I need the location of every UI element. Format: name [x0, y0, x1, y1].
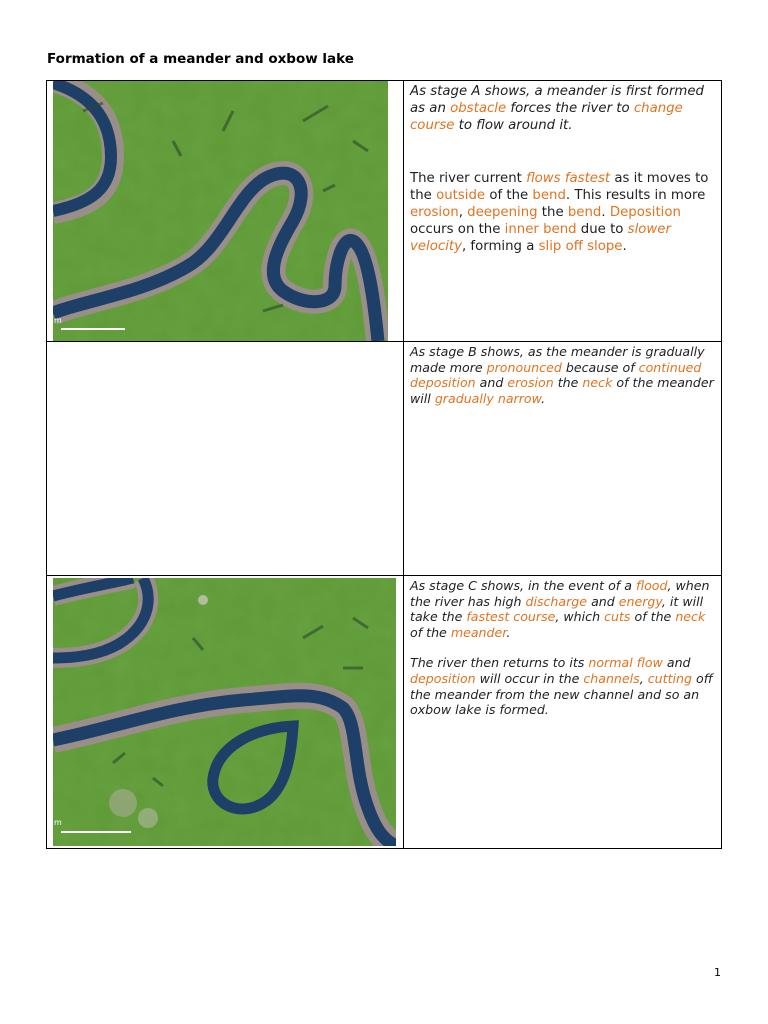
- svg-text:m: m: [54, 818, 62, 827]
- stage-c-image-cell: [47, 576, 404, 849]
- stage-b-image-cell: [47, 342, 404, 576]
- stage-b-paragraph-1: As stage B shows, as the meander is gradually made more pronounced because of continued deposition and erosion the neck of the meander will gradually narrow.: [410, 344, 714, 406]
- svg-text:m: m: [54, 316, 62, 325]
- page-number: 1: [714, 966, 721, 979]
- table-row: [47, 342, 722, 576]
- stage-a-image-cell: [47, 81, 404, 342]
- stage-a-paragraph-2: The river current flows fastest as it moves to the outside of the bend. This results in more erosion, deepening the bend. Deposition occurs on the inner bend due to slower velocity, forming a slip off slope.: [410, 170, 709, 255]
- table-row: [47, 576, 722, 849]
- stage-c-satellite-image: [53, 578, 396, 846]
- table-row: [47, 81, 722, 342]
- stage-c-paragraph-2: The river then returns to its normal flow and deposition will occur in the channels, cutting off the meander from the new channel and so an oxbow lake is formed.: [410, 655, 713, 718]
- stage-a-paragraph-1: As stage A shows, a meander is first formed as an obstacle forces the river to change course to flow around it.: [410, 84, 704, 134]
- stage-c-paragraph-1: As stage C shows, in the event of a flood, when the river has high discharge and energy, it will take the fastest course, which cuts of the neck of the meander.: [410, 578, 710, 640]
- stages-table: [46, 80, 722, 849]
- stage-c-text-cell: [404, 576, 722, 849]
- stage-b-text-cell: [404, 342, 722, 576]
- stage-a-text-cell: [404, 81, 722, 342]
- page-title: Formation of a meander and oxbow lake: [47, 51, 354, 67]
- stage-a-satellite-image: [53, 81, 388, 341]
